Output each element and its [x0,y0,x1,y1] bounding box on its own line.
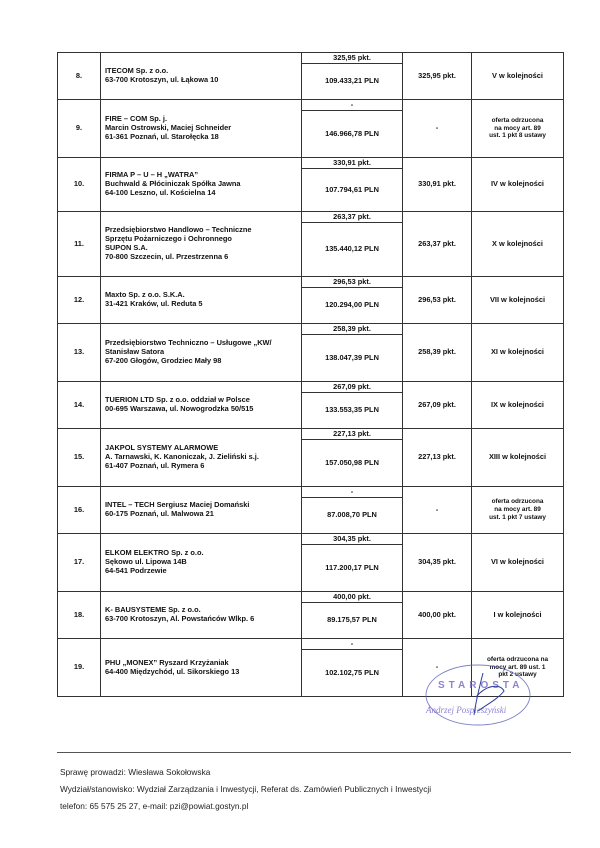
result-line: VII w kolejności [489,294,546,304]
row-number: 19. [58,639,101,697]
result-line: na mocy art. 89 [494,124,541,132]
row-number: 15. [58,429,101,487]
company-line: FIRMA P – U – H „WATRA” [105,170,199,180]
price-cell: 133.553,35 PLN [302,393,403,429]
total-points: - [403,639,472,697]
result-cell [472,277,564,324]
footer [60,764,431,815]
footer-case-handler: Sprawę prowadzi: Wiesława Sokołowska [60,767,211,777]
company-line: 60-175 Poznań, ul. Malwowa 21 [105,509,214,518]
points-cell: 296,53 pkt. [302,277,403,288]
total-points: 258,39 pkt. [403,324,472,382]
company-line: 61-361 Poznań, ul. Starołęcka 18 [105,131,219,141]
result-line: oferta odrzucona [491,498,544,506]
company-line: 31-421 Kraków, ul. Reduta 5 [105,299,203,308]
footer-contact: telefon: 65 575 25 27, e-mail: pzi@powiat.gostyn.pl [60,801,249,811]
price-cell: 87.008,70 PLN [302,498,403,534]
table-row [58,382,564,393]
company-info [101,429,302,487]
company-line: JAKPOL SYSTEMY ALARMOWE [105,443,219,453]
total-points: 325,95 pkt. [403,53,472,100]
price-cell: 120.294,00 PLN [302,288,403,324]
points-cell: 263,37 pkt. [302,212,403,223]
company-line: Marcin Ostrowski, Maciej Schneider [105,123,232,133]
result-line: na mocy art. 89 [494,506,541,514]
footer-divider [57,752,571,753]
company-info [101,53,302,100]
company-line: 63-700 Krotoszyn, ul. Łąkowa 10 [105,75,219,84]
result-cell [472,487,564,534]
company-line: 64-541 Podrzewie [105,565,167,575]
company-line: A. Tarnawski, K. Kanoniczak, J. Zieliński s.j. [105,452,259,462]
result-cell [472,382,564,429]
row-number: 8. [58,53,101,100]
row-number: 9. [58,100,101,158]
result-line: ust. 1 pkt 7 ustawy [489,513,546,521]
company-info [101,158,302,212]
result-cell [472,324,564,382]
row-number: 18. [58,592,101,639]
company-line: 67-200 Głogów, Grodziec Mały 98 [105,355,222,365]
company-info [101,639,302,697]
table-row [58,487,564,498]
result-cell [472,100,564,158]
company-line: Stanisław Satora [105,347,165,357]
company-line: 00-695 Warszawa, ul. Nowogrodzka 50/515 [105,404,254,413]
price-cell: 89.175,57 PLN [302,603,403,639]
result-line: oferta odrzucona na [486,655,549,663]
footer-department: Wydział/stanowisko: Wydział Zarządzania i Inwestycji, Referat ds. Zamówień Publicznych i Inwestycji [60,784,432,794]
company-info [101,487,302,534]
starosta-stamp-signature [408,655,568,735]
company-info [101,324,302,382]
table-row [58,100,564,111]
result-line: IX w kolejności [491,399,544,409]
points-cell: 304,35 pkt. [302,534,403,545]
result-line: X w kolejności [492,238,543,248]
result-line: pkt 2 ustawy [498,671,537,679]
total-points: 330,91 pkt. [403,158,472,212]
total-points: 263,37 pkt. [403,212,472,277]
company-line: Przedsiębiorstwo Techniczno – Usługowe „KW/ [105,338,272,348]
price-cell: 146.966,78 PLN [302,111,403,158]
company-line: Przedsiębiorstwo Handlowo – Techniczne [105,225,252,235]
result-line: IV w kolejności [491,179,544,189]
result-line: ust. 1 pkt 8 ustawy [489,132,546,140]
price-cell: 135.440,12 PLN [302,223,403,277]
total-points: 227,13 pkt. [403,429,472,487]
points-cell: - [302,639,403,650]
total-points: 296,53 pkt. [403,277,472,324]
points-cell: 258,39 pkt. [302,324,403,335]
company-info [101,534,302,592]
points-cell: 325,95 pkt. [302,53,403,64]
table-row [58,158,564,169]
total-points: - [403,100,472,158]
company-line: 64-400 Międzychód, ul. Sikorskiego 13 [105,666,240,676]
table-row [58,429,564,440]
company-line: Buchwald & Płóciniczak Spółka Jawna [105,179,241,189]
company-line: INTEL – TECH Sergiusz Maciej Domański [105,500,250,510]
company-line: ELKOM ELEKTRO Sp. z o.o. [105,548,204,558]
company-line: 70-800 Szczecin, ul. Przestrzenna 6 [105,251,229,261]
offers-table [57,52,564,697]
company-line: 61-407 Poznań, ul. Rymera 6 [105,460,205,470]
result-line: oferta odrzucona [491,116,544,124]
stamp-title: STAROSTA [438,680,524,691]
total-points: 400,00 pkt. [403,592,472,639]
stamp-name: Andrzej Pospieszyński [426,705,507,715]
row-number: 12. [58,277,101,324]
price-cell: 107.794,61 PLN [302,169,403,212]
company-line: SUPON S.A. [105,243,148,252]
company-line: TUERION LTD Sp. z o.o. oddział w Polsce [105,395,250,405]
company-line: PHU „MONEX” Ryszard Krzyżaniak [105,657,229,667]
price-cell: 117.200,17 PLN [302,545,403,592]
price-cell: 157.050,98 PLN [302,440,403,487]
points-cell: 400,00 pkt. [302,592,403,603]
result-cell [472,53,564,100]
points-cell: 330,91 pkt. [302,158,403,169]
result-cell [472,592,564,639]
points-cell: - [302,487,403,498]
row-number: 13. [58,324,101,382]
table-row [58,639,564,650]
price-cell: 138.047,39 PLN [302,335,403,382]
row-number: 11. [58,212,101,277]
total-points: 267,09 pkt. [403,382,472,429]
result-cell [472,429,564,487]
company-info [101,277,302,324]
company-info [101,100,302,158]
price-cell: 109.433,21 PLN [302,64,403,100]
company-line: FIRE – COM Sp. j. [105,114,168,124]
result-line: I w kolejności [493,609,542,619]
company-line: ITECOM Sp. z o.o. [105,66,169,76]
row-number: 16. [58,487,101,534]
result-cell [472,534,564,592]
result-line: XI w kolejności [491,347,544,357]
result-line: V w kolejności [492,70,543,80]
total-points: - [403,487,472,534]
table-row [58,277,564,288]
table-row [58,212,564,223]
row-number: 14. [58,382,101,429]
result-cell [472,158,564,212]
result-line: XIII w kolejności [488,452,547,462]
company-line: Sprzętu Pożarniczego i Ochronnego [105,234,232,244]
row-number: 10. [58,158,101,212]
price-cell: 102.102,75 PLN [302,650,403,697]
result-cell [472,212,564,277]
points-cell: 227,13 pkt. [302,429,403,440]
company-line: K- BAUSYSTEME Sp. z o.o. [105,605,201,615]
table-row [58,324,564,335]
company-info [101,592,302,639]
table-row [58,534,564,545]
row-number: 17. [58,534,101,592]
company-info [101,382,302,429]
result-line: mocy art. 89 ust. 1 [489,663,546,671]
table-row [58,53,564,64]
company-info [101,212,302,277]
total-points: 304,35 pkt. [403,534,472,592]
points-cell: 267,09 pkt. [302,382,403,393]
company-line: 63-700 Krotoszyn, Al. Powstańców Wlkp. 6 [105,614,255,623]
result-line: VI w kolejności [491,557,544,567]
points-cell: - [302,100,403,111]
company-line: Maxto Sp. z o.o. S.K.A. [105,290,185,300]
company-line: 64-100 Leszno, ul. Kościelna 14 [105,187,216,197]
table-row [58,592,564,603]
company-line: Sękowo ul. Lipowa 14B [105,557,187,567]
